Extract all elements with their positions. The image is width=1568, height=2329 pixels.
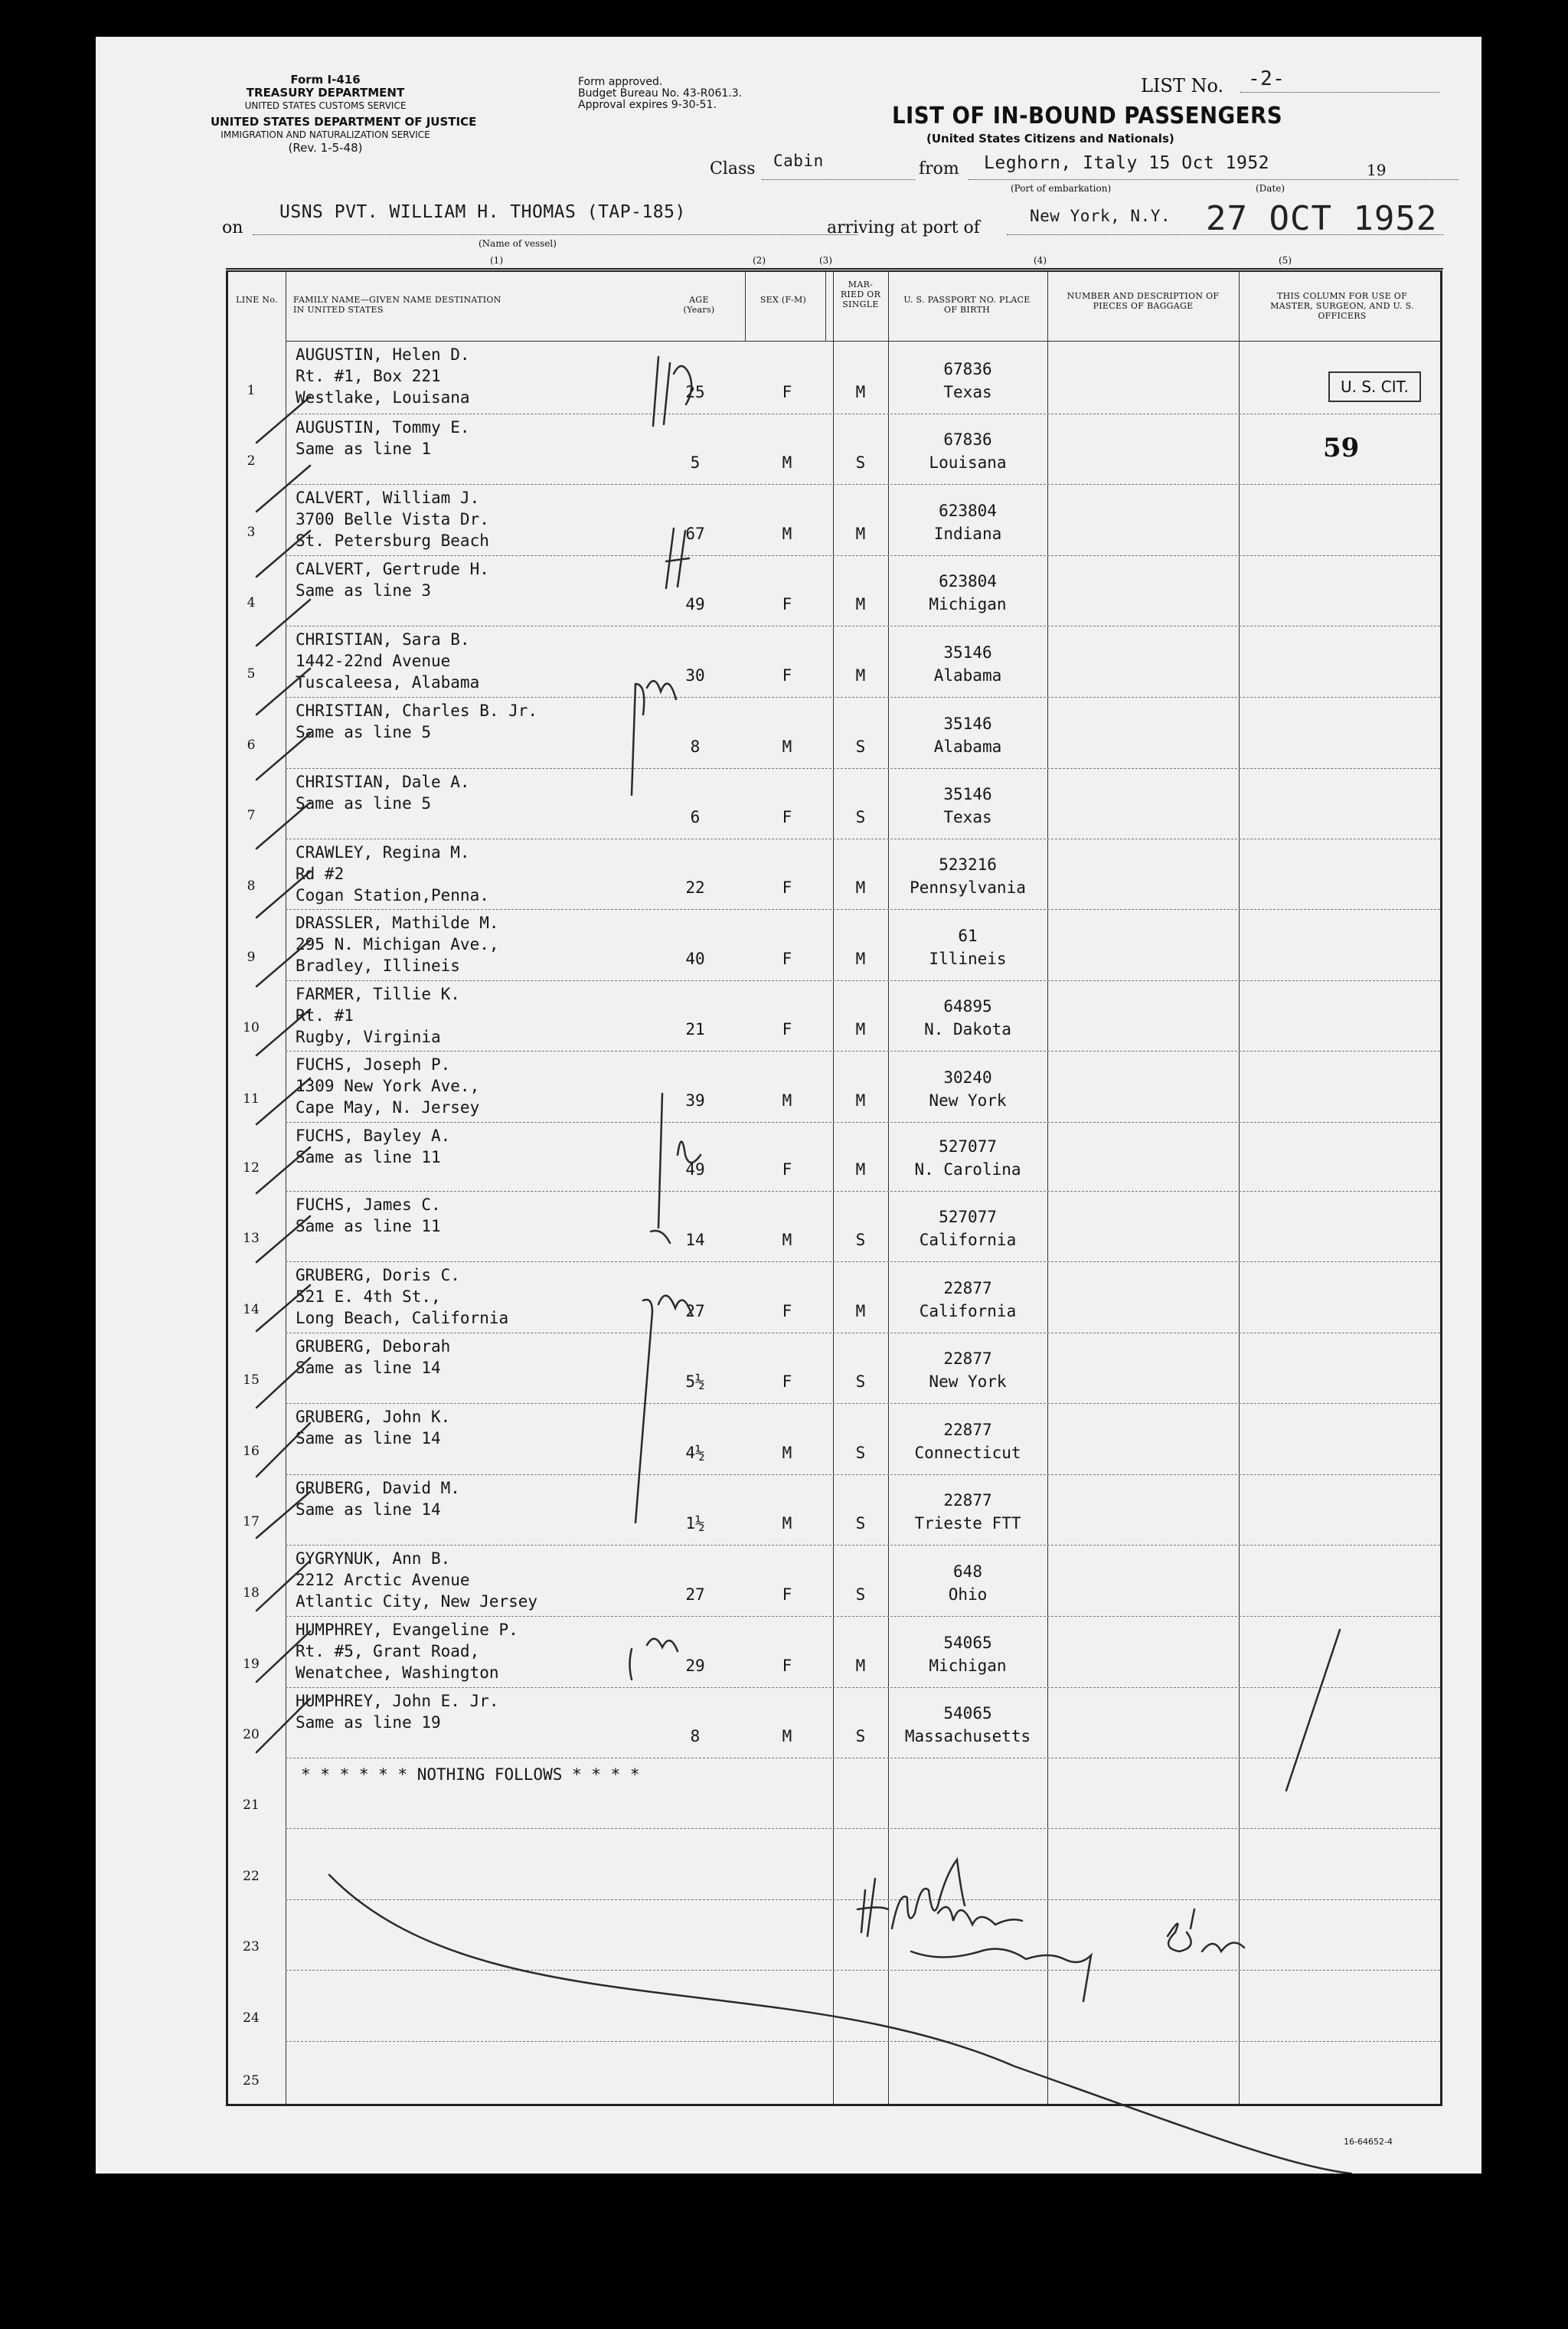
passport-number: 22877 [943,1349,992,1368]
line-number: 13 [243,1231,260,1246]
birthplace: California [919,1302,1017,1320]
birthplace: New York [929,1372,1007,1391]
passenger-name-line: HUMPHREY, Evangeline P. [296,1621,518,1639]
line-number: 14 [243,1302,260,1317]
age-cell: 67 [685,525,705,543]
marital-cell: M [855,525,866,543]
list-no-label: LIST No. [1141,75,1224,96]
marital-cell: M [855,878,866,897]
passenger-name-line: AUGUSTIN, Tommy E. [296,418,470,437]
passenger-name-line: GRUBERG, John K. [296,1408,451,1426]
passenger-name-line: FARMER, Tillie K. [296,985,460,1003]
col-num-3: (3) [819,255,832,266]
line-number: 3 [247,525,256,540]
birthplace: Ohio [948,1585,988,1604]
line-number: 25 [243,2073,260,2089]
passport-number: 623804 [939,572,997,590]
passenger-name-line: Wenatchee, Washington [296,1663,499,1682]
dept-ins: IMMIGRATION AND NATURALIZATION SERVICE [220,129,430,140]
birthplace: Massachusetts [904,1727,1031,1745]
passenger-name-line: 1309 New York Ave., [296,1077,480,1095]
passport-number: 22877 [943,1279,992,1297]
marital-cell: S [855,453,866,472]
passenger-name-line: Same as line 1 [296,440,432,458]
marital-cell: S [855,1231,866,1249]
birthplace: N. Dakota [924,1020,1011,1039]
marital-cell: S [855,1585,866,1604]
approval-line: Form approved. [578,76,663,88]
sex-cell: F [782,666,792,685]
passenger-name-line: Rt. #1 [296,1006,354,1025]
arrival-date-stamp: 27 OCT 1952 [1206,199,1438,238]
passenger-name-line: GRUBERG, David M. [296,1479,460,1497]
age-cell: 21 [685,1020,705,1039]
birthplace: New York [929,1091,1007,1110]
passenger-name-line: Tuscaleesa, Alabama [296,673,480,692]
line-number: 6 [247,738,256,753]
page-subtitle: (United States Citizens and Nationals) [926,132,1174,146]
passenger-name-line: CRAWLEY, Regina M. [296,843,470,862]
passenger-name-line: 2212 Arctic Avenue [296,1571,470,1589]
nothing-follows: * * * * * * NOTHING FOLLOWS * * * * [301,1765,640,1784]
marital-cell: M [855,950,866,968]
us-cit-stamp: U. S. CIT. [1328,371,1421,402]
from-label: from [919,159,959,178]
birthplace: Texas [943,383,992,401]
approval-line: Budget Bureau No. 43-R061.3. [578,87,743,100]
handwritten-annotations [96,37,1481,2174]
col-header-married: MAR- RIED OR SINGLE [840,280,881,309]
class-value: Cabin [773,152,824,170]
page-title: LIST OF IN-BOUND PASSENGERS [892,103,1283,129]
sex-cell: F [782,383,792,401]
passenger-name-line: FUCHS, James C. [296,1196,441,1214]
line-number: 18 [243,1585,260,1601]
passport-number: 67836 [943,430,992,449]
passenger-name-line: FUCHS, Bayley A. [296,1127,451,1145]
line-number: 12 [243,1160,260,1176]
age-cell: 14 [685,1231,705,1249]
col-header-name: FAMILY NAME—GIVEN NAME DESTINATION IN UNITED STATES [293,295,501,315]
passenger-name-line: Same as line 19 [296,1713,441,1732]
marital-cell: M [855,666,866,685]
line-number: 10 [243,1020,260,1035]
form-revision: (Rev. 1-5-48) [288,141,363,155]
line-number: 17 [243,1514,260,1529]
line-number: 5 [247,666,256,682]
passenger-name-line: 295 N. Michigan Ave., [296,935,499,954]
birthplace: Alabama [933,738,1002,756]
passenger-name-line: Same as line 3 [296,581,432,600]
age-cell: 6 [690,808,701,826]
birthplace: Texas [943,808,992,826]
line-number: 15 [243,1372,260,1388]
col-header-passport: U. S. PASSPORT NO. PLACE OF BIRTH [903,295,1031,315]
sex-cell: F [782,1372,792,1391]
marital-cell: M [855,383,866,401]
age-cell: 5½ [685,1372,705,1391]
col-header-line: LINE No. [236,295,278,305]
birthplace: Connecticut [914,1444,1021,1462]
officer-note: 59 [1323,433,1360,463]
passenger-name-line: CALVERT, Gertrude H. [296,560,489,578]
passenger-name-line: Same as line 11 [296,1148,441,1166]
form-number: 16-64652-4 [1344,2137,1393,2147]
passenger-name-line: Rugby, Virginia [296,1028,441,1046]
passport-number: 523216 [939,855,997,874]
list-no-value: -2- [1248,67,1285,90]
birthplace: Louisana [929,453,1007,472]
passenger-name-line: Westlake, Louisana [296,388,470,407]
passport-number: 61 [958,927,978,945]
year-label: 19 [1367,161,1387,179]
line-number: 11 [243,1091,260,1107]
passport-number: 527077 [939,1208,997,1226]
sex-cell: M [782,525,792,543]
birthplace: Illineis [929,950,1007,968]
sex-cell: M [782,1091,792,1110]
passenger-name-line: HUMPHREY, John E. Jr. [296,1692,499,1710]
sex-cell: F [782,878,792,897]
age-cell: 49 [685,1160,705,1179]
col-num-1: (1) [490,255,503,266]
line-number: 24 [243,2010,260,2026]
age-cell: 5 [690,453,701,472]
col-num-4: (4) [1034,255,1047,266]
age-cell: 1½ [685,1514,705,1532]
marital-cell: M [855,1302,866,1320]
marital-cell: S [855,1444,866,1462]
line-number: 19 [243,1657,260,1672]
sex-cell: M [782,738,792,756]
age-cell: 49 [685,595,705,613]
on-label: on [222,218,243,237]
line-number: 20 [243,1727,260,1742]
birthplace: Michigan [929,595,1007,613]
vessel-caption: (Name of vessel) [479,238,557,249]
passport-number: 30240 [943,1068,992,1087]
passenger-name-line: AUGUSTIN, Helen D. [296,345,470,364]
passenger-name-line: CHRISTIAN, Sara B. [296,630,470,649]
line-number: 7 [247,808,256,823]
birthplace: Alabama [933,666,1002,685]
passenger-name-line: DRASSLER, Mathilde M. [296,914,499,932]
passenger-name-line: Atlantic City, New Jersey [296,1592,538,1611]
form-id: Form I-416 [290,73,361,87]
line-number: 1 [247,383,256,398]
line-number: 22 [243,1869,260,1884]
passport-number: 35146 [943,643,992,662]
passenger-name-line: Cape May, N. Jersey [296,1098,480,1117]
col-num-2: (2) [753,255,766,266]
birthplace: California [919,1231,1017,1249]
passport-number: 54065 [943,1634,992,1652]
age-cell: 22 [685,878,705,897]
marital-cell: M [855,1160,866,1179]
age-cell: 8 [690,1727,701,1745]
sex-cell: M [782,1231,792,1249]
marital-cell: S [855,1727,866,1745]
age-cell: 4½ [685,1444,705,1462]
date-caption: (Date) [1256,183,1285,194]
passenger-name-line: GRUBERG, Deborah [296,1337,451,1356]
manifest-page [96,37,1481,2174]
line-number: 21 [243,1797,260,1813]
birthplace: Trieste FTT [914,1514,1021,1532]
age-cell: 25 [685,383,705,401]
passport-number: 67836 [943,360,992,378]
arriving-label: arriving at port of [827,218,980,237]
marital-cell: M [855,595,866,613]
birthplace: N. Carolina [914,1160,1021,1179]
sex-cell: F [782,595,792,613]
col-num-5: (5) [1279,255,1292,266]
passenger-name-line: Rt. #5, Grant Road, [296,1642,480,1660]
marital-cell: M [855,1091,866,1110]
passenger-name-line: Same as line 11 [296,1217,441,1235]
sex-cell: F [782,1160,792,1179]
passenger-name-line: CHRISTIAN, Charles B. Jr. [296,702,538,720]
marital-cell: S [855,1514,866,1532]
birthplace: Michigan [929,1657,1007,1675]
dept-justice: UNITED STATES DEPARTMENT OF JUSTICE [211,115,477,129]
line-number: 16 [243,1444,260,1459]
marital-cell: M [855,1657,866,1675]
line-number: 2 [247,453,256,469]
birthplace: Indiana [933,525,1002,543]
passenger-name-line: 1442-22nd Avenue [296,652,451,670]
line-number: 8 [247,878,256,894]
class-label: Class [710,159,756,178]
from-value: Leghorn, Italy 15 Oct 1952 [984,153,1270,173]
sex-cell: F [782,1302,792,1320]
sex-cell: M [782,1444,792,1462]
age-cell: 27 [685,1302,705,1320]
col-header-officers: THIS COLUMN FOR USE OF MASTER, SURGEON, AND U. S. OFFICERS [1270,291,1414,321]
sex-cell: F [782,808,792,826]
vessel-name: USNS PVT. WILLIAM H. THOMAS (TAP-185) [279,202,686,222]
sex-cell: M [782,453,792,472]
passport-number: 648 [953,1562,982,1581]
passenger-name-line: St. Petersburg Beach [296,532,489,550]
passport-number: 22877 [943,1491,992,1510]
line-number: 4 [247,595,256,610]
col-header-baggage: NUMBER AND DESCRIPTION OF PIECES OF BAGGAGE [1067,291,1220,311]
birthplace: Pennsylvania [910,878,1026,897]
passenger-name-line: 3700 Belle Vista Dr. [296,510,489,528]
passenger-name-line: 521 E. 4th St., [296,1287,441,1306]
passport-number: 35146 [943,785,992,803]
passenger-name-line: Cogan Station,Penna. [296,886,489,904]
marital-cell: S [855,1372,866,1391]
passport-number: 54065 [943,1704,992,1722]
line-number: 23 [243,1939,260,1954]
dept-treasury: TREASURY DEPARTMENT [246,86,405,100]
line-number: 9 [247,950,256,965]
marital-cell: S [855,808,866,826]
passenger-name-line: Same as line 5 [296,794,432,813]
passenger-name-line: Long Beach, California [296,1309,509,1327]
marital-cell: M [855,1020,866,1039]
sex-cell: M [782,1514,792,1532]
passport-number: 64895 [943,997,992,1016]
dept-customs: UNITED STATES CUSTOMS SERVICE [244,100,407,111]
age-cell: 40 [685,950,705,968]
sex-cell: F [782,1657,792,1675]
passport-number: 623804 [939,502,997,520]
age-cell: 39 [685,1091,705,1110]
passenger-name-line: Same as line 14 [296,1500,441,1519]
marital-cell: S [855,738,866,756]
sex-cell: F [782,950,792,968]
passport-number: 22877 [943,1421,992,1439]
arrival-port: New York, N.Y. [1030,207,1171,225]
port-caption: (Port of embarkation) [1011,183,1112,194]
age-cell: 30 [685,666,705,685]
col-header-age: AGE (Years) [683,295,715,315]
passenger-name-line: Same as line 5 [296,723,432,741]
age-cell: 8 [690,738,701,756]
passport-number: 35146 [943,715,992,733]
age-cell: 27 [685,1585,705,1604]
passenger-name-line: CALVERT, William J. [296,489,480,507]
approval-line: Approval expires 9-30-51. [578,99,717,111]
passenger-name-line: Same as line 14 [296,1429,441,1447]
passenger-name-line: Rt. #1, Box 221 [296,367,441,385]
sex-cell: M [782,1727,792,1745]
passenger-name-line: GRUBERG, Doris C. [296,1266,460,1284]
passenger-name-line: Bradley, Illineis [296,957,460,975]
passenger-name-line: CHRISTIAN, Dale A. [296,773,470,791]
passenger-name-line: Rd #2 [296,865,345,883]
passenger-name-line: FUCHS, Joseph P. [296,1055,451,1074]
sex-cell: F [782,1020,792,1039]
age-cell: 29 [685,1657,705,1675]
passport-number: 527077 [939,1137,997,1156]
passenger-name-line: Same as line 14 [296,1359,441,1377]
col-header-sex: SEX (F-M) [760,295,807,305]
sex-cell: F [782,1585,792,1604]
passenger-name-line: GYGRYNUK, Ann B. [296,1549,451,1568]
